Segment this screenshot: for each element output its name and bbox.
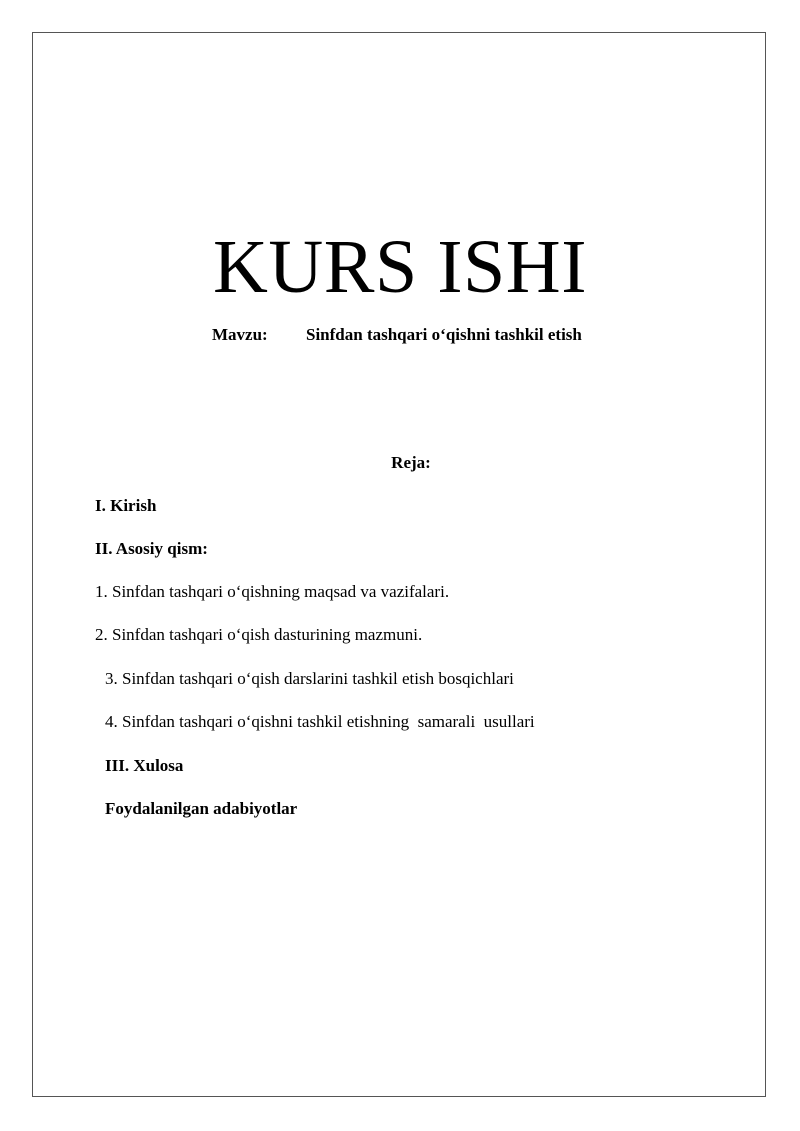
plan-item-main-part: II. Asosiy qism: <box>95 539 208 558</box>
plan-item-conclusion: III. Xulosa <box>105 756 184 775</box>
plan-heading: Reja: <box>391 453 431 472</box>
plan-item-3: 3. Sinfdan tashqari o‘qish darslarini tashkil etish bosqichlari <box>105 669 514 688</box>
page-border <box>32 32 766 1097</box>
document-title: KURS ISHI <box>213 225 587 309</box>
topic-label: Mavzu: <box>212 325 268 344</box>
plan-item-2: 2. Sinfdan tashqari o‘qish dasturining mazmuni. <box>95 625 423 644</box>
plan-item-4: 4. Sinfdan tashqari o‘qishni tashkil etishning samarali usullari <box>105 712 535 731</box>
plan-item-1: 1. Sinfdan tashqari o‘qishning maqsad va vazifalari. <box>95 582 450 601</box>
plan-item-references: Foydalanilgan adabiyotlar <box>105 799 298 818</box>
topic-line <box>212 324 582 346</box>
plan-item-intro: I. Kirish <box>95 496 157 515</box>
topic-value: Sinfdan tashqari o‘qishni tashkil etish <box>306 325 582 344</box>
